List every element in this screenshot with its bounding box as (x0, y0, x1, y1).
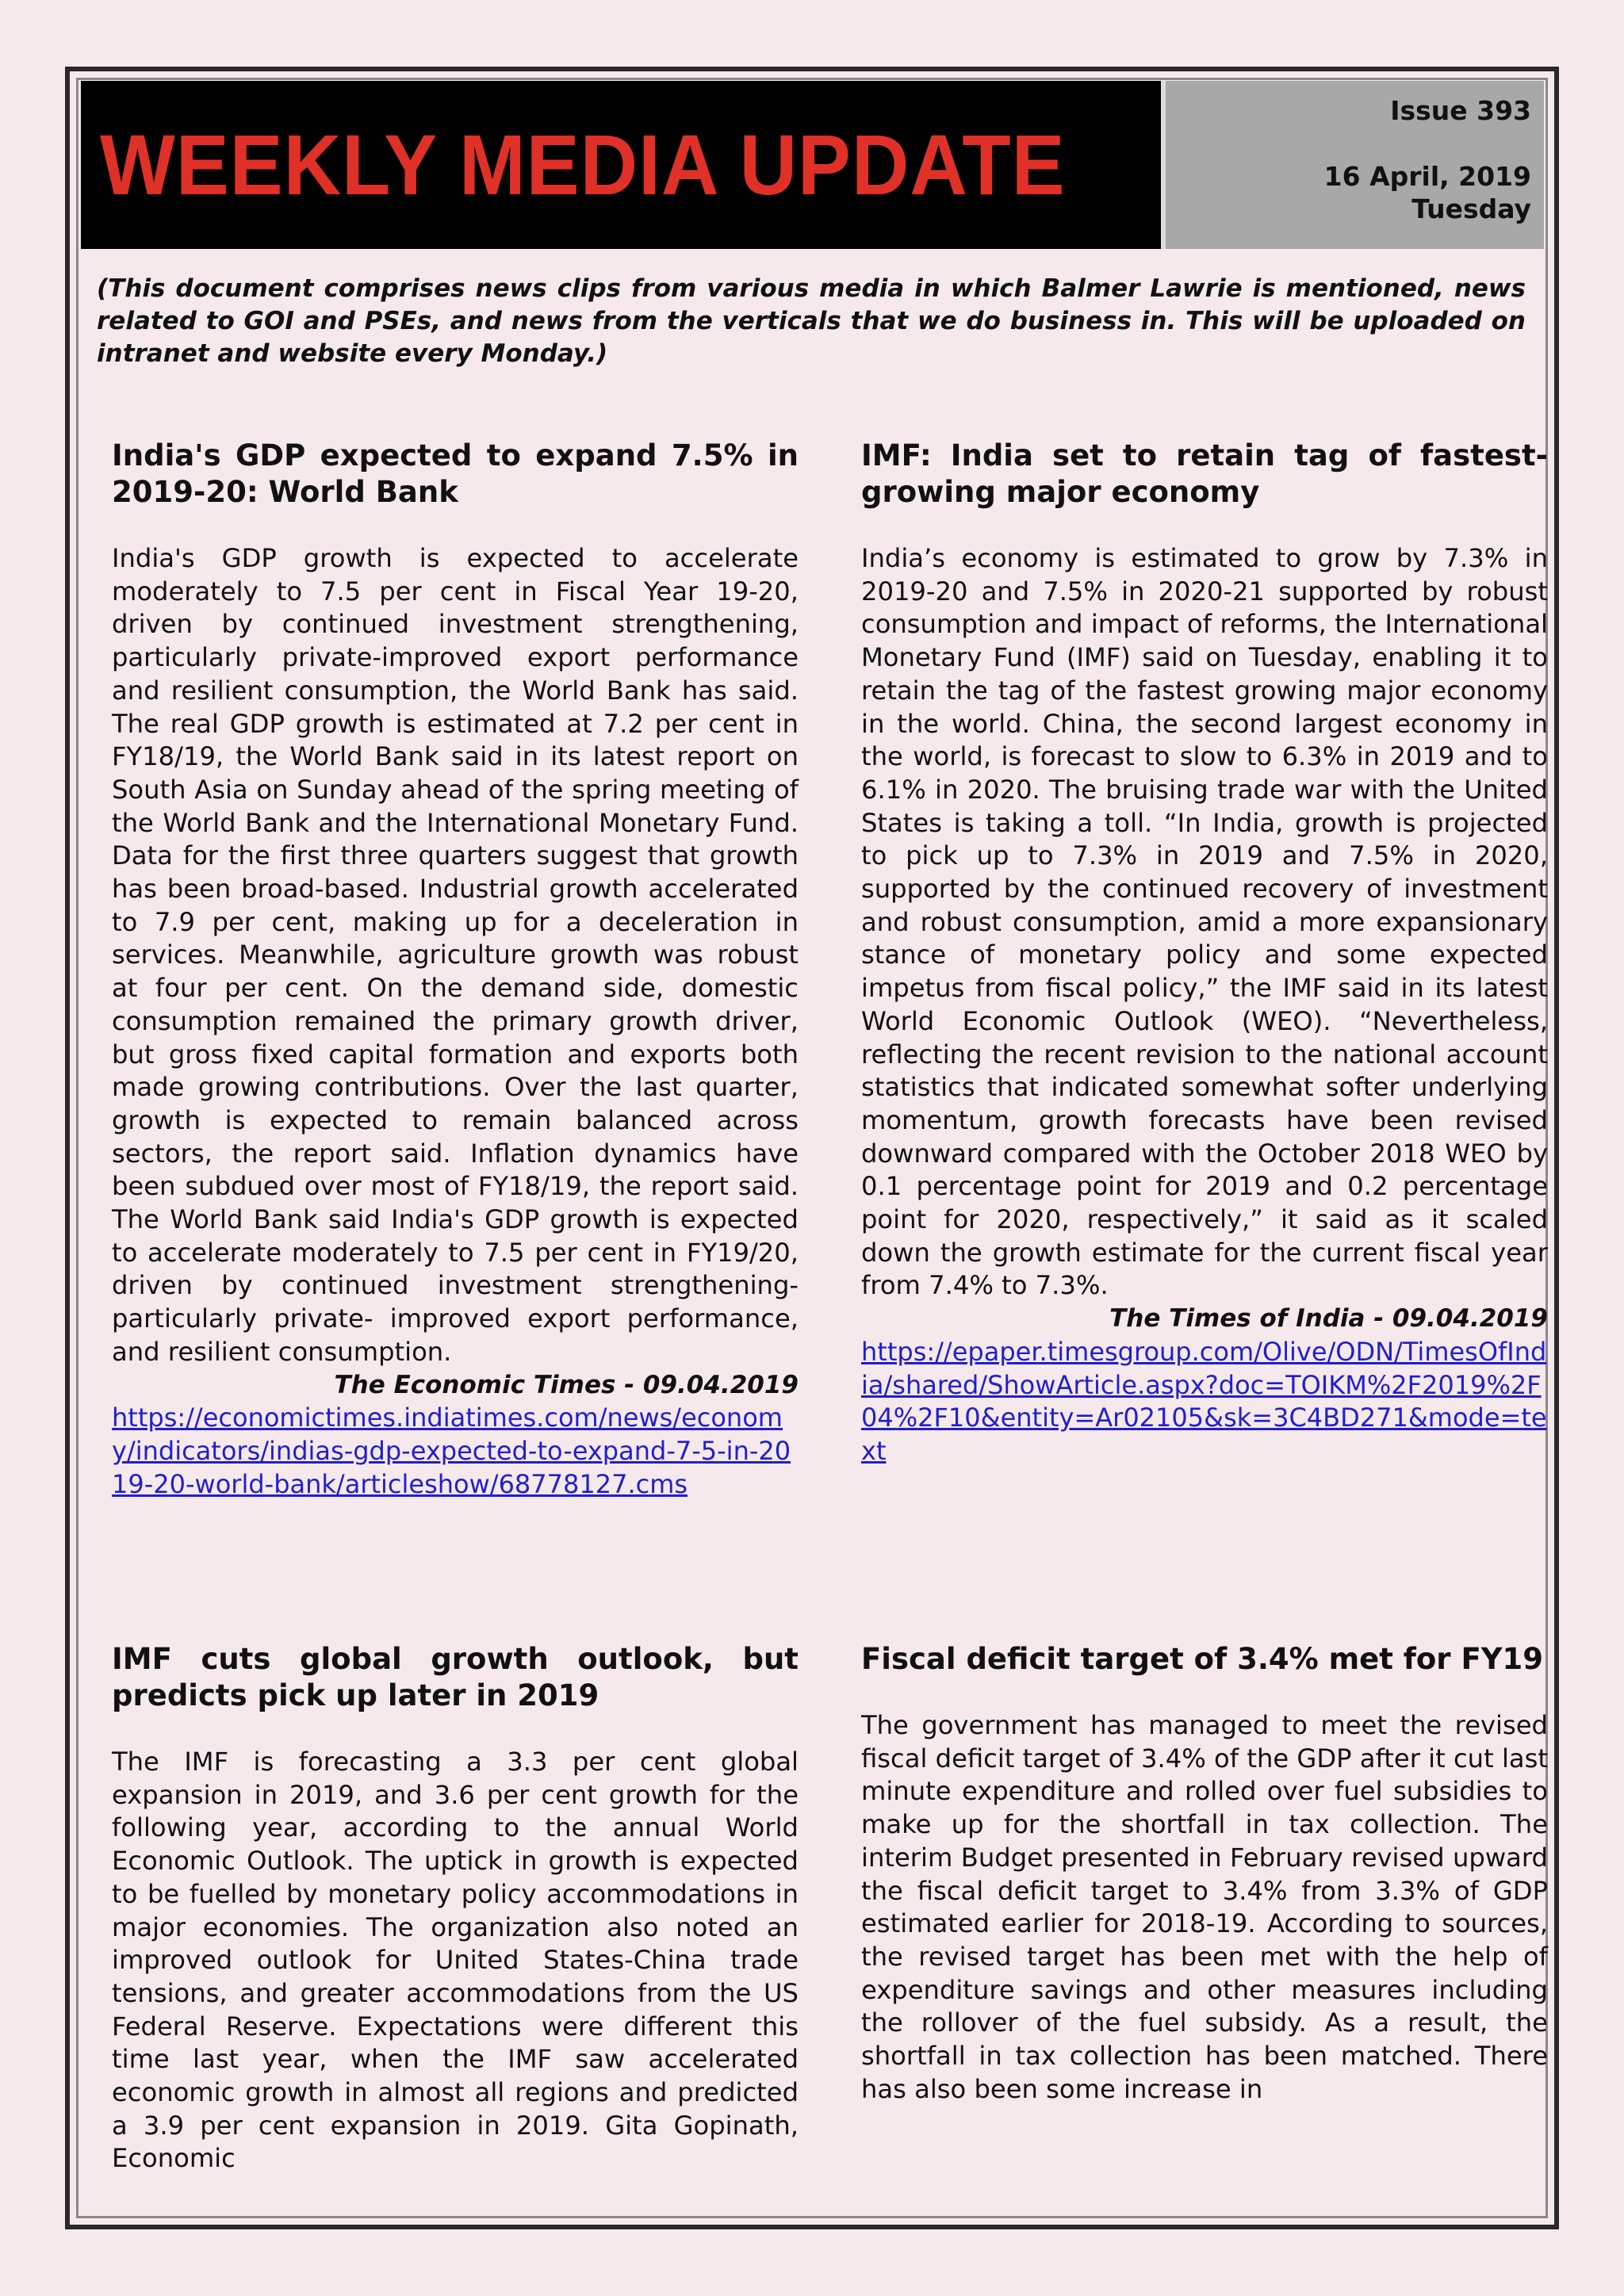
article-body: India's GDP growth is expected to accelerate moderately to 7.5 per cent in Fiscal Year 19-20, driven by continued investment strengthening, particularly private-improved export performance and resilient consumption, the World Bank has said. The real GDP growth is estimated at 7.2 per cent in FY18/19, the World Bank said in its latest report on South Asia on Sunday ahead of the spring meeting of the World Bank and the International Monetary Fund. Data for the first three quarters suggest that growth has been broad-based. Industrial growth accelerated to 7.9 per cent, making up for a deceleration in services. Meanwhile, agriculture growth was robust at four per cent. On the demand side, domestic consumption remained the primary growth driver, but gross fixed capital formation and exports both made growing contributions. Over the last quarter, growth is expected to remain balanced across sectors, the report said. Inflation dynamics have been subdued over most of FY18/19, the report said. The World Bank said India's GDP growth is expected to accelerate moderately to 7.5 per cent in FY19/20, driven by continued investment strengthening-particularly private- improved export performance, and resilient consumption. (112, 543, 799, 1367)
article-title: IMF cuts global growth outlook, but predicts pick up later in 2019 (112, 1642, 799, 1712)
issue-info-panel (1161, 81, 1544, 249)
article-title: Fiscal deficit target of 3.4% met for FY19 (861, 1642, 1543, 1676)
article-body: The IMF is forecasting a 3.3 per cent global expansion in 2019, and 3.6 per cent growth for the following year, according to the annual World Economic Outlook. The uptick in growth is expected to be fuelled by monetary policy accommodations in major economies. The organization also noted an improved outlook for United States-China trade tensions, and greater accommodations from the US Federal Reserve. Expectations were different this time last year, when the IMF saw accelerated economic growth in almost all regions and predicted a 3.9 per cent expansion in 2019. Gita Gopinath, Economic (112, 1747, 799, 2174)
article-imf-global-outlook (112, 1641, 799, 2175)
issue-date: 16 April, 2019 (1323, 161, 1531, 192)
article-link[interactable]: https://epaper.timesgroup.com/Olive/ODN/TimesOfIndia/shared/ShowArticle.aspx?doc=TOIKM%2F2019%2F04%2F10&entity=Ar02105&sk=3C4BD271&mode=text (861, 1336, 1547, 1466)
issue-date-block (1324, 160, 1531, 226)
article-source: The Times of India - 09.04.2019 (1109, 1304, 1548, 1334)
article-gdp-world-bank (112, 438, 799, 1501)
article-fiscal-deficit (861, 1641, 1548, 2106)
article-title: IMF: India set to retain tag of fastest-growing major economy (861, 438, 1548, 509)
issue-number: Issue 393 (1390, 95, 1531, 126)
article-source: The Economic Times - 09.04.2019 (334, 1370, 799, 1399)
article-body: India’s economy is estimated to grow by 7.3% in 2019-20 and 7.5% in 2020-21 supported by robust consumption and impact of reforms, the International Monetary Fund (IMF) said on Tuesday, enabling it to retain the tag of the fastest growing major economy in the world. China, the second largest economy in the world, is forecast to slow to 6.3% in 2019 and to 6.1% in 2020. The bruising trade war with the United States is taking a toll. “In India, growth is projected to pick up to 7.3% in 2019 and 7.5% in 2020, supported by the continued recovery of investment and robust consumption, amid a more expansionary stance of monetary policy and some expected impetus from fiscal policy,” the IMF said in its latest World Economic Outlook (WEO). “Nevertheless, reflecting the recent revision to the national account statistics that indicated somewhat softer underlying momentum, growth forecasts have been revised downward compared with the October 2018 WEO by 0.1 percentage point for 2019 and 0.2 percentage point for 2020, respectively,” it said as it scaled down the growth estimate for the current fiscal year from 7.4% to 7.3%. (861, 543, 1548, 1301)
article-imf-fastest-growing (861, 438, 1548, 1468)
article-body: The government has managed to meet the revised fiscal deficit target of 3.4% of the GDP after it cut last minute expenditure and rolled over fuel subsidies to make up for the shortfall in tax collection. The interim Budget presented in February revised upward the fiscal deficit target to 3.4% from 3.3% of GDP estimated earlier for 2018-19. According to sources, the revised target has been met with the help of expenditure savings and other measures including the rollover of the fuel subsidy. As a result, the shortfall in tax collection has been matched. There has also been some increase in (861, 1710, 1548, 2104)
article-title: India's GDP expected to expand 7.5% in 2019-20: World Bank (112, 438, 799, 509)
masthead-title-panel (81, 81, 1161, 249)
intro-note: (This document comprises news clips from various media in which Balmer Lawrie is mentioned, news related to GOI and PSEs, and news from the verticals that we do business in. This will be uploaded on intranet and website every Monday.) (97, 274, 1526, 368)
article-link[interactable]: https://economictimes.indiatimes.com/news/economy/indicators/indias-gdp-expected-to-expand-7-5-in-2019-20-world-bank/articleshow/68778127.cms (112, 1402, 791, 1499)
masthead (81, 81, 1544, 249)
masthead-title: WEEKLY MEDIA UPDATE (100, 117, 1066, 212)
issue-day: Tuesday (1411, 193, 1531, 225)
